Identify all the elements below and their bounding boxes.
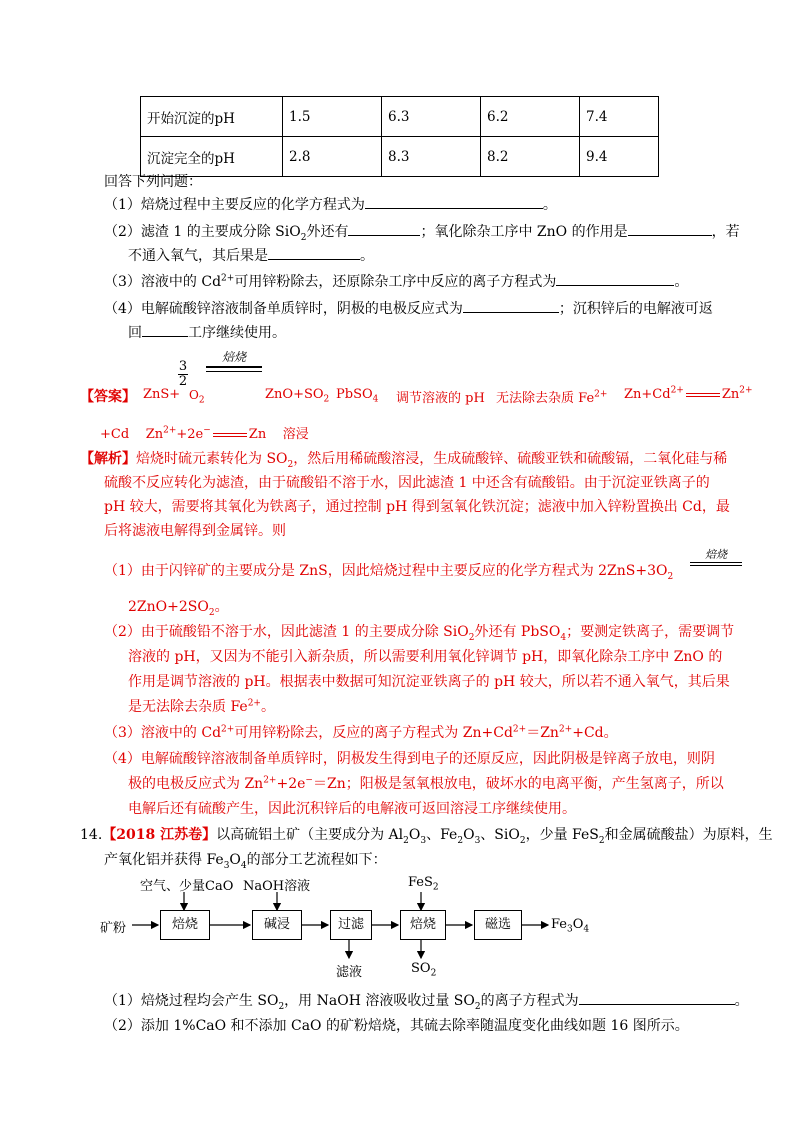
label-text: O xyxy=(572,917,584,932)
table-cell: 8.3 xyxy=(382,137,481,177)
eq-text: 溶浸 xyxy=(282,427,309,442)
analysis-s3: （3）溶液中的 $Cd^{2+}$可用锌粉除去，反应的离子方程式为 $Zn+Cd^{2+}=Zn^{2+}+Cd$。 xyxy=(104,724,618,741)
problem-text: 产氧化铝并获得 Fe xyxy=(104,852,224,868)
q-end: 。 xyxy=(360,248,374,264)
q-num: （2） xyxy=(104,224,141,240)
problem-text: 的离子方程式为 xyxy=(480,993,579,1009)
eq-text: +Cd xyxy=(100,427,130,442)
analysis-text: （2）由于硫酸铅不溶于水，因此滤渣 1 的主要成分除 SiO xyxy=(104,624,469,640)
analysis-text: 可用锌粉除去，反应的离子方程式为 Zn+Cd xyxy=(234,725,513,741)
analysis-text: ，然后用稀硫酸溶浸，生成硫酸锌、硫酸亚铁和硫酸镉，二氧化硅与稀 xyxy=(293,451,728,467)
eq-text: Zn xyxy=(248,427,267,442)
q-end: 。 xyxy=(674,274,689,290)
analysis-s2: （2）由于硫酸铅不溶于水，因此滤渣 1 的主要成分除 SiO$_2$外还有 PbSO$_4$；要测定铁离子，需要调节 xyxy=(104,624,735,643)
step-magnetic-sep: 磁选 xyxy=(474,910,522,940)
answer-line2: +Cd $Zn^{2+}+2e^-$ Zn 溶浸 xyxy=(100,425,309,442)
q-text: 可用锌粉除去，还原除杂工序中反应的离子方程式为 xyxy=(234,274,557,290)
step-roast-2: 焙烧 xyxy=(400,910,446,940)
analysis-text: 外还有 PbSO xyxy=(474,624,561,640)
problem-text: （1）焙烧过程均会产生 SO xyxy=(104,993,279,1009)
analysis-s2-l4: 是无法除去杂质 $Fe^{2+}$。 xyxy=(128,698,275,715)
problem-text: 、SiO xyxy=(480,827,520,843)
output-filtrate: 滤液 xyxy=(336,965,363,980)
q-text: 电解硫酸锌溶液制备单质锌时，阴极的电极反应式为 xyxy=(140,301,463,317)
q-text: 滤渣 1 的主要成分除 SiO xyxy=(140,224,301,240)
problem-14-q2: （2）添加 1%CaO 和不添加 CaO 的矿粉焙烧，其硫去除率随温度变化曲线如题 16 图所示。 xyxy=(104,1018,689,1034)
input-fes2: FeS$_2$ xyxy=(408,875,439,893)
q-text: 焙烧过程中主要反应的化学方程式为 xyxy=(140,197,365,213)
problem-text: ，用 NaOH 溶液吸收过量 SO xyxy=(284,993,475,1009)
analysis-s1-cont: $2ZnO+2SO_2$。 xyxy=(128,599,229,618)
q-num: （3） xyxy=(104,274,141,290)
eq-text: PbSO xyxy=(336,387,373,402)
problem-source: 【2018 江苏卷】 xyxy=(102,827,217,843)
problem-text: O xyxy=(463,827,475,843)
problem-14-line-2: 产氧化铝并获得 $Fe_3O_4$的部分工艺流程如下： xyxy=(104,852,387,871)
eq-text: Zn+Cd xyxy=(624,387,671,402)
q-text: ；沉积锌后的电解液可返 xyxy=(558,301,713,317)
analysis-text: ＝Zn；阳极是氢氧根放电，破坏水的电离平衡，产生氢离子，所以 xyxy=(312,776,724,792)
problem-text: 。 xyxy=(734,993,749,1009)
analysis-line-1: 【解析】焙烧时硫元素转化为 $SO_2$，然后用稀硫酸溶浸，生成硫酸锌、硫酸亚铁和硫酸镉，二氧化硅与稀 xyxy=(80,451,728,470)
analysis-text: +2e xyxy=(276,776,306,792)
analysis-s4-l2: 极的电极反应式为 $Zn^{2+}+2e^-=Zn$；阳极是氢氧根放电，破坏水的电离平衡，产生氢离子，所以 xyxy=(128,775,724,792)
start-ore: 矿粉 xyxy=(100,921,127,936)
row-label: 沉淀完全的pH xyxy=(141,137,283,177)
problem-14-line-1: 14.【2018 江苏卷】以高硫铝土矿（主要成分为 $Al_2O_3$、$Fe_2O_3$、SiO$_2$，少量 FeS$_2$和金属硫酸盐）为原料，生 xyxy=(80,827,773,846)
answer-eq1-right: $ZnO+SO_2$ xyxy=(265,387,330,405)
answer-eq1-left: ZnS+ xyxy=(143,387,181,402)
analysis-text: 焙烧时硫元素转化为 SO xyxy=(136,451,288,467)
analysis-text: 2ZnO+2SO xyxy=(128,599,209,615)
analysis-line-4: 后将滤液电解得到金属锌。则 xyxy=(104,523,286,539)
step-roast-1: 焙烧 xyxy=(160,910,210,940)
analysis-tag: 【解析】 xyxy=(80,451,136,467)
answer-part3: 调节溶液的 pH xyxy=(396,391,485,406)
input-air-cao: 空气、少量CaO xyxy=(140,879,234,894)
problem-text: O xyxy=(408,827,421,843)
analysis-text: （3）溶液中的 Cd xyxy=(104,725,222,741)
analysis-text: 极的电极反应式为 Zn xyxy=(128,776,264,792)
table-cell: 6.2 xyxy=(481,97,580,137)
eq-text: +2e xyxy=(176,427,204,442)
fraction-numerator: 3 xyxy=(178,359,188,374)
analysis-line-2: 硫酸不反应转化为滤渣，由于硫酸铅不溶于水，因此滤渣 1 中还含有硫酸铅。由于沉淀亚铁离子的 xyxy=(104,475,710,491)
analysis-text: 。 xyxy=(214,599,229,615)
o2-text: O xyxy=(189,388,199,402)
analysis-s2-l3: 作用是调节溶液的 pH。根据表中数据可知沉淀亚铁离子的 pH 较大，所以若不通入氧气，其后果 xyxy=(128,674,730,690)
problem-text: O xyxy=(229,852,241,868)
problem-14-q1: （1）焙烧过程均会产生 $SO_2$，用 NaOH 溶液吸收过量 $SO_2$的离子方程式为 。 xyxy=(104,990,749,1011)
eq-text: 无法除去杂质 Fe xyxy=(496,391,595,406)
table-cell: 6.3 xyxy=(382,97,481,137)
output-so2: $SO_2$ xyxy=(411,961,437,979)
q-text: ，若 xyxy=(711,224,740,240)
table-cell: 9.4 xyxy=(580,137,659,177)
q-text: 外还有 xyxy=(306,224,349,240)
step-alkali-leach: 碱浸 xyxy=(252,910,302,940)
q-text: 溶液中的 Cd xyxy=(140,274,222,290)
label-text: SO xyxy=(411,961,431,976)
analysis-s4-l3: 电解后还有硫酸产生，因此沉积锌后的电解液可返回溶浸工序继续使用。 xyxy=(128,801,576,817)
answer-part5: $Zn+Cd^{2+}$ $Zn^{2+}$ xyxy=(624,385,753,402)
answer-tag: 【答案】 xyxy=(80,389,136,405)
analysis-s2-l2: 溶液的 pH，又因为不能引入新杂质，所以需要利用氧化锌调节 pH，即氧化除杂工序中 ZnO 的 xyxy=(128,649,723,665)
question-3: （3）溶液中的 $Cd^{2+}$可用锌粉除去，还原除杂工序中反应的离子方程式为 。 xyxy=(104,271,688,292)
q-text: ；氧化除杂工序中 ZnO 的作用是 xyxy=(420,224,628,240)
analysis-text: 。 xyxy=(260,699,275,715)
analysis-text: （1）由于闪锌矿的主要成分是 ZnS，因此焙烧过程中主要反应的化学方程式为 2ZnS+3O xyxy=(104,563,668,579)
analysis-text: 是无法除去杂质 Fe xyxy=(128,699,248,715)
table-cell: 8.2 xyxy=(481,137,580,177)
analysis-text: ＝Zn xyxy=(526,725,559,741)
answer-blank xyxy=(579,990,735,1005)
label-text: Fe xyxy=(551,917,568,932)
q-text: 回 xyxy=(128,325,142,341)
answer-part4: 无法除去杂质 $Fe^{2+}$ xyxy=(496,389,608,406)
eq-text: Zn xyxy=(721,387,740,402)
analysis-s4: （4）电解硫酸锌溶液制备单质锌时，阴极发生得到电子的还原反应，因此阴极是锌离子放电，则阴 xyxy=(104,751,715,767)
analysis-s1: （1）由于闪锌矿的主要成分是 ZnS，因此焙烧过程中主要反应的化学方程式为 $2ZnS+3O_2$ xyxy=(104,563,674,582)
label-text: FeS xyxy=(408,875,433,890)
q-num: （1） xyxy=(104,197,141,213)
q-text: 不通入氧气，其后果是 xyxy=(128,248,268,264)
eq-text: Zn xyxy=(145,427,164,442)
analysis-text: +Cd。 xyxy=(572,725,618,741)
analysis-text: ；要测定铁离子，需要调节 xyxy=(566,624,735,640)
table-cell: 2.8 xyxy=(283,137,382,177)
input-naoh: NaOH溶液 xyxy=(243,879,311,894)
eq-text: ZnO+SO xyxy=(265,387,324,402)
step-filter: 过滤 xyxy=(330,910,372,940)
table-cell: 1.5 xyxy=(283,97,382,137)
row-label: 开始沉淀的pH xyxy=(141,97,283,137)
product-fe3o4: $Fe_3O_4$ xyxy=(551,917,590,935)
condition-roast: 焙烧 xyxy=(206,348,262,368)
answer-part2: PbSO$_4$ xyxy=(336,387,379,405)
question-2: （2）滤渣 1 的主要成分除 SiO$_2$外还有 ；氧化除杂工序中 ZnO 的作用是 ，若 xyxy=(104,221,740,242)
table-cell: 7.4 xyxy=(580,97,659,137)
q-num: （4） xyxy=(104,301,141,317)
questions-intro: 回答下列问题： xyxy=(104,174,202,190)
problem-text: 、Fe xyxy=(426,827,458,843)
problem-text: 和金属硫酸盐）为原料，生 xyxy=(604,827,773,843)
problem-text: 以高硫铝土矿（主要成分为 Al xyxy=(216,827,404,843)
problem-number: 14. xyxy=(80,827,103,843)
analysis-line-3: pH 较大，需要将其氧化为铁离子，通过控制 pH 得到氢氧化铁沉淀；滤液中加入锌粉置换出 Cd，最 xyxy=(104,499,730,515)
answer-o2: $O_2$ xyxy=(189,388,205,406)
problem-text: 的部分工艺流程如下： xyxy=(246,852,387,868)
q-text: 工序继续使用。 xyxy=(188,325,286,341)
q-end: 。 xyxy=(542,197,557,213)
condition-roast-2: 焙烧 xyxy=(690,546,742,563)
problem-text: ，少量 FeS xyxy=(525,827,599,843)
fraction-denominator: 2 xyxy=(178,374,188,389)
